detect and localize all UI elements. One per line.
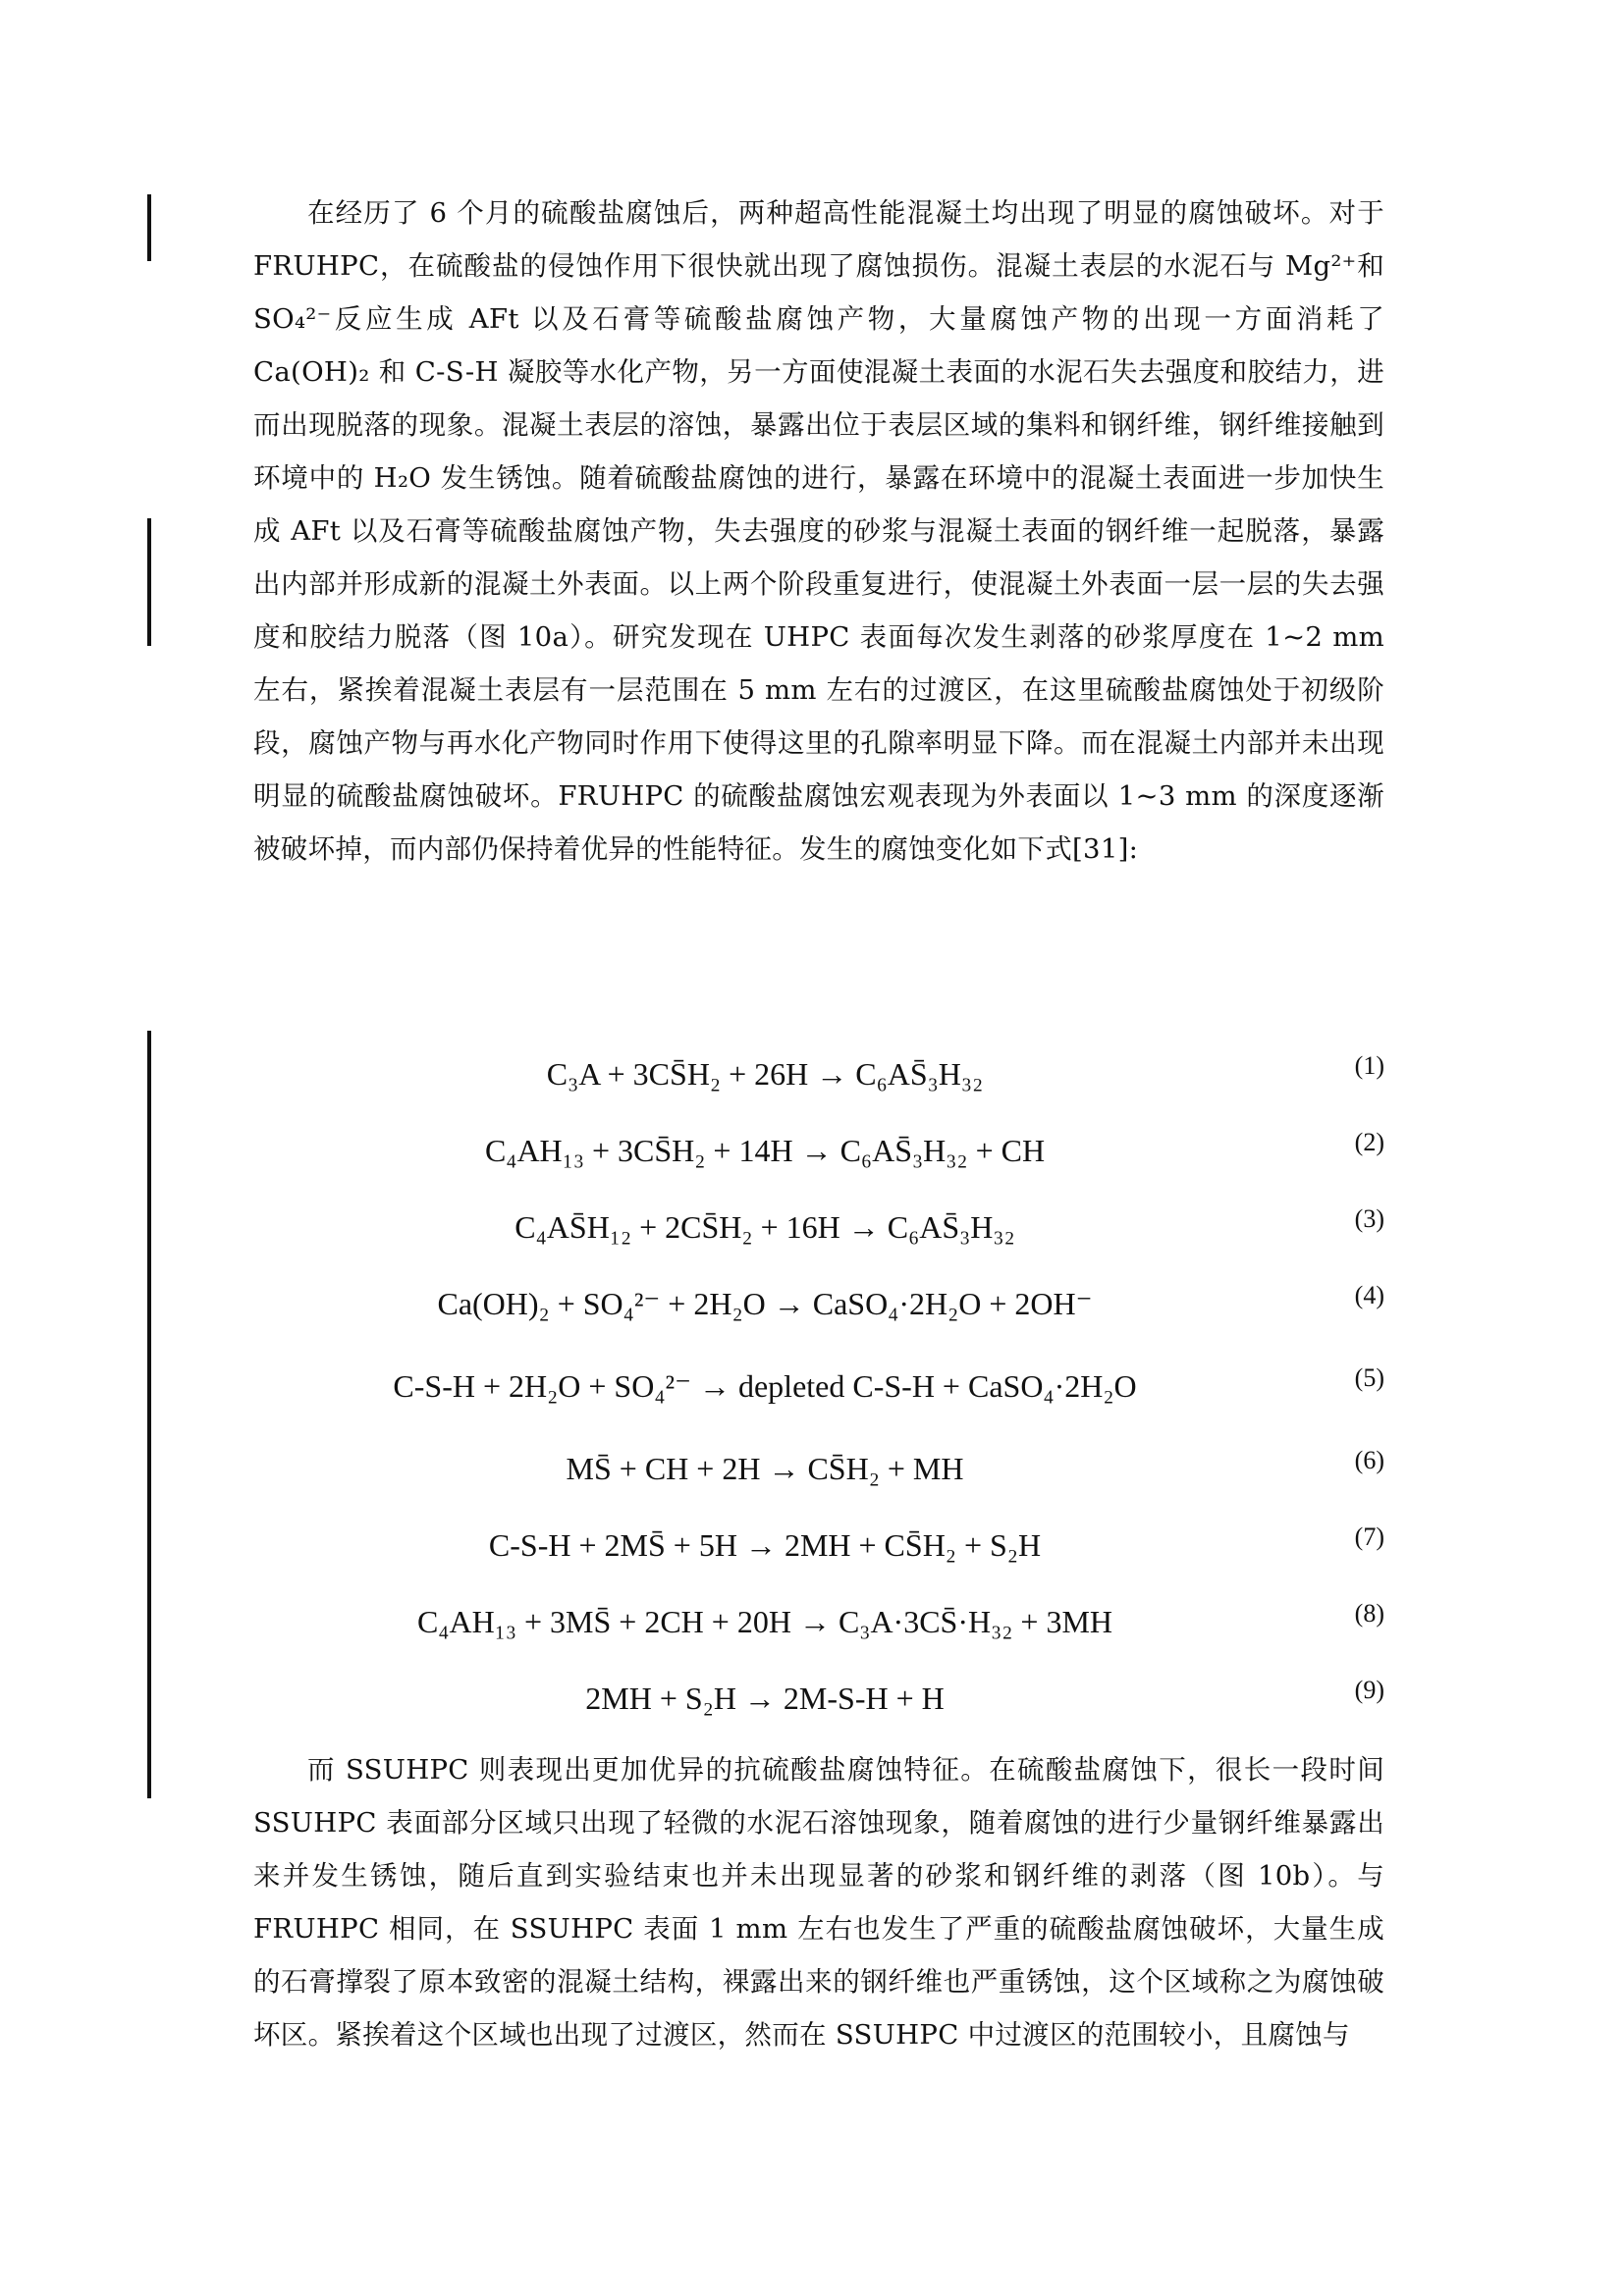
paragraph-text: 在经历了 6 个月的硫酸盐腐蚀后，两种超高性能混凝土均出现了明显的腐蚀破坏。对于 FRUHPC，在硫酸盐的侵蚀作用下很快就出现了腐蚀损伤。混凝土表层的水泥石与 Mg²⁺和 SO₄²⁻反应生成 AFt 以及石膏等硫酸盐腐蚀产物，大量腐蚀产物的出现一方面消耗了 Ca(OH)₂ 和 C-S-H 凝胶等水化产物，另一方面使混凝土表面的水泥石失去强度和胶结力，进而出现脱落的现象。混凝土表层的溶蚀，暴露出位于表层区域的集料和钢纤维，钢纤维接触到环境中的 H₂O 发生锈蚀。随着硫酸盐腐蚀的进行，暴露在环境中的混凝土表面进一步加快生成 AFt 以及石膏等硫酸盐腐蚀产物，失去强度的砂浆与混凝土表面的钢纤维一起脱落，暴露出内部并形成新的混凝土外表面。以上两个阶段重复进行，使混凝土外表面一层一层的失去强度和胶结力脱落（图 10a）。研究发现在 UHPC 表面每次发生剥落的砂浆厚度在 1~2 mm 左右，紧挨着混凝土表层有一层范围在 5 mm 左右的过渡区，在这里硫酸盐腐蚀处于初级阶段，腐蚀产物与再水化产物同时作用下使得这里的孔隙率明显下降。而在混凝土内部并未出现明显的硫酸盐腐蚀破坏。FRUHPC 的硫酸盐腐蚀宏观表现为外表面以 1~3 mm 的深度逐渐被破坏掉，而内部仍保持着优异的性能特征。发生的腐蚀变化如下式[31]: xyxy=(253,197,1384,865)
equation-formula: 2MH + S₂H → 2M-S-H + H xyxy=(585,1681,945,1716)
equation-number: (5) xyxy=(1354,1363,1384,1392)
equation-number: (2) xyxy=(1354,1128,1384,1156)
equation-number: (1) xyxy=(1354,1051,1384,1080)
equation-number: (3) xyxy=(1354,1204,1384,1233)
equation-formula: C-S-H + 2H₂O + SO₄²⁻ → depleted C-S-H + CaSO₄·2H₂O xyxy=(393,1368,1137,1404)
equation-formula: C-S-H + 2MS̄ + 5H → 2MH + CS̄H₂ + S₂H xyxy=(488,1527,1042,1563)
equation-6 xyxy=(253,1441,1384,1496)
equation-number: (8) xyxy=(1354,1599,1384,1628)
equation-number: (7) xyxy=(1354,1522,1384,1551)
equation-2 xyxy=(253,1123,1384,1178)
equation-8 xyxy=(253,1594,1384,1649)
equation-formula: C₃A + 3CS̄H₂ + 26H → C₆AS̄₃H₃₂ xyxy=(546,1056,984,1092)
equation-number: (9) xyxy=(1354,1676,1384,1704)
paragraph-text: 而 SSUHPC 则表现出更加优异的抗硫酸盐腐蚀特征。在硫酸盐腐蚀下，很长一段时间 SSUHPC 表面部分区域只出现了轻微的水泥石溶蚀现象，随着腐蚀的进行少量钢纤维暴露出来并发生锈蚀，随后直到实验结束也并未出现显著的砂浆和钢纤维的剥落（图 10b）。与 FRUHPC 相同，在 SSUHPC 表面 1 mm 左右也发生了严重的硫酸盐腐蚀破坏，大量生成的石膏撑裂了原本致密的混凝土结构，裸露出来的钢纤维也严重锈蚀，这个区域称之为腐蚀破坏区。紧挨着这个区域也出现了过渡区，然而在 SSUHPC 中过渡区的范围较小，且腐蚀与 xyxy=(253,1754,1384,2051)
equation-7 xyxy=(253,1518,1384,1573)
equation-3 xyxy=(253,1200,1384,1255)
equation-number: (6) xyxy=(1354,1446,1384,1474)
equation-number: (4) xyxy=(1354,1281,1384,1309)
equation-formula: C₄AH₁₃ + 3CS̄H₂ + 14H → C₆AS̄₃H₃₂ + CH xyxy=(484,1133,1046,1168)
equation-formula: MS̄ + CH + 2H → CS̄H₂ + MH xyxy=(566,1451,964,1486)
revision-bar xyxy=(147,518,151,646)
equation-9 xyxy=(253,1671,1384,1726)
equation-4 xyxy=(253,1276,1384,1331)
equation-5 xyxy=(253,1359,1384,1414)
equation-1 xyxy=(253,1046,1384,1101)
equation-formula: C₄AS̄H₁₂ + 2CS̄H₂ + 16H → C₆AS̄₃H₃₂ xyxy=(514,1209,1015,1245)
body-paragraph-2 xyxy=(253,1743,1384,2061)
body-paragraph-1 xyxy=(253,187,1384,876)
equation-formula: C₄AH₁₃ + 3MS̄ + 2CH + 20H → C₃A·3CS̄·H₃₂ + 3MH xyxy=(416,1604,1113,1639)
equation-formula: Ca(OH)₂ + SO₄²⁻ + 2H₂O → CaSO₄·2H₂O + 2OH⁻ xyxy=(437,1286,1093,1321)
revision-bar xyxy=(147,194,151,261)
revision-bar xyxy=(147,1031,151,1798)
